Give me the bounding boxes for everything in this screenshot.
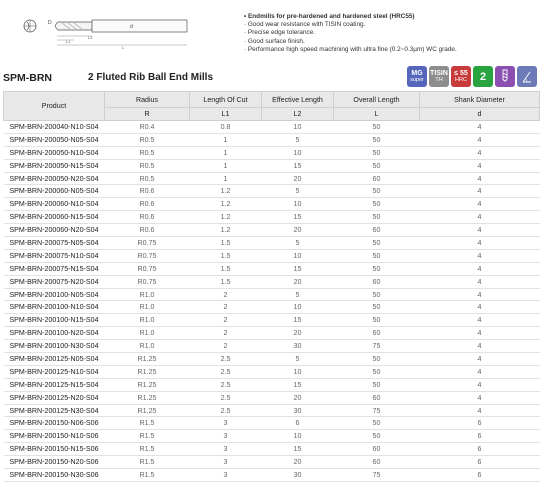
table-row [4,224,540,237]
effective-length-cell: 15 [262,211,334,224]
product-cell: SPM-BRN-200150-N30-S06 [4,469,105,482]
shank-diameter-cell: 4 [420,404,540,417]
overall-length-cell: 50 [334,159,420,172]
table-row [4,249,540,262]
product-cell: SPM-BRN-200050-N15-S04 [4,159,105,172]
radius-cell: R0.4 [105,121,190,134]
effective-length-cell: 15 [262,314,334,327]
effective-length-cell: 10 [262,146,334,159]
table-row [4,198,540,211]
table-row [4,365,540,378]
overall-length-cell: 60 [334,172,420,185]
radius-cell: R1.0 [105,340,190,353]
tisin-coating-badge: TISIN TH [429,66,449,87]
overall-length-cell: 60 [334,443,420,456]
overall-length-cell: 50 [334,353,420,366]
table-row [4,378,540,391]
overall-length-cell: 50 [334,146,420,159]
hrc-badge: ≤ 55 HRC [451,66,471,87]
shank-diameter-cell: 6 [420,469,540,482]
product-cell: SPM-BRN-200150-N06-S06 [4,417,105,430]
effective-length-cell: 5 [262,288,334,301]
effective-length-cell: 20 [262,391,334,404]
label-D: D [48,20,52,26]
label-L: L [122,45,125,50]
overall-length-cell: 50 [334,365,420,378]
end-mill-drawing [22,12,197,52]
radius-cell: R1.5 [105,417,190,430]
feature-heading: • Endmills for pre-hardened and hardened steel (HRC55) [244,13,415,20]
overall-length-cell: 50 [334,314,420,327]
effective-length-cell: 15 [262,443,334,456]
length-of-cut-cell: 1.2 [190,224,262,237]
shank-diameter-cell: 4 [420,391,540,404]
overall-length-cell: 50 [334,430,420,443]
radius-cell: R1.25 [105,353,190,366]
overall-length-cell: 60 [334,224,420,237]
radius-cell: R1.5 [105,430,190,443]
effective-length-cell: 20 [262,224,334,237]
radius-cell: R0.6 [105,224,190,237]
table-row [4,159,540,172]
radius-cell: R0.75 [105,275,190,288]
shank-diameter-cell: 4 [420,146,540,159]
product-cell: SPM-BRN-200125-N10-S04 [4,365,105,378]
table-row [4,146,540,159]
table-row [4,430,540,443]
product-cell: SPM-BRN-200150-N10-S06 [4,430,105,443]
effective-length-cell: 10 [262,301,334,314]
mg-super-badge: MG super [407,66,427,87]
table-header-row [4,92,540,108]
effective-length-cell: 30 [262,340,334,353]
length-of-cut-cell: 2.5 [190,404,262,417]
shank-diameter-cell: 4 [420,249,540,262]
overall-length-cell: 50 [334,249,420,262]
overall-length-cell: 50 [334,288,420,301]
overall-length-cell: 50 [334,133,420,146]
product-subtitle: 2 Fluted Rib Ball End Mills [88,72,214,83]
length-of-cut-cell: 1.5 [190,249,262,262]
shank-diameter-cell: 4 [420,340,540,353]
overall-length-cell: 50 [334,237,420,250]
product-cell: SPM-BRN-200060-N10-S04 [4,198,105,211]
table-row [4,469,540,482]
shank-diameter-cell: 6 [420,456,540,469]
effective-length-cell: 30 [262,469,334,482]
subheader-radius: R [105,108,190,121]
shank-diameter-cell: 4 [420,237,540,250]
radius-cell: R0.6 [105,185,190,198]
radius-cell: R0.75 [105,249,190,262]
length-of-cut-cell: 2 [190,327,262,340]
header-shank-diameter: Shank Diameter [420,92,540,108]
shank-diameter-cell: 4 [420,224,540,237]
table-row [4,314,540,327]
product-cell: SPM-BRN-200050-N20-S04 [4,172,105,185]
product-cell: SPM-BRN-200075-N20-S04 [4,275,105,288]
shank-diameter-cell: 4 [420,314,540,327]
radius-cell: R1.25 [105,391,190,404]
overall-length-cell: 75 [334,404,420,417]
table-row [4,133,540,146]
table-row [4,327,540,340]
shank-diameter-cell: 4 [420,121,540,134]
radius-cell: R0.6 [105,198,190,211]
product-cell: SPM-BRN-200100-N20-S04 [4,327,105,340]
radius-cell: R0.5 [105,133,190,146]
effective-length-cell: 10 [262,365,334,378]
table-row [4,391,540,404]
radius-cell: R0.6 [105,211,190,224]
radius-cell: R1.0 [105,301,190,314]
shank-diameter-cell: 4 [420,378,540,391]
product-title-row [0,66,543,90]
radius-cell: R1.5 [105,443,190,456]
effective-length-cell: 15 [262,262,334,275]
overall-length-cell: 50 [334,121,420,134]
length-of-cut-cell: 1.2 [190,185,262,198]
length-of-cut-cell: 0.8 [190,121,262,134]
length-of-cut-cell: 2.5 [190,391,262,404]
length-of-cut-cell: 1 [190,146,262,159]
length-of-cut-cell: 2 [190,314,262,327]
two-flute-badge: 2 [473,66,493,87]
feature-item: · Good surface finish. [244,37,305,45]
specification-table [3,91,540,482]
overall-length-cell: 50 [334,417,420,430]
radius-cell: R1.5 [105,456,190,469]
overall-length-cell: 60 [334,327,420,340]
shank-diameter-cell: 4 [420,198,540,211]
label-d: d [130,24,133,30]
effective-length-cell: 10 [262,121,334,134]
effective-length-cell: 20 [262,327,334,340]
product-cell: SPM-BRN-200125-N05-S04 [4,353,105,366]
product-cell: SPM-BRN-200125-N20-S04 [4,391,105,404]
product-cell: SPM-BRN-200040-N10-S04 [4,121,105,134]
radius-cell: R1.25 [105,365,190,378]
badge-row [407,66,537,87]
feature-item: · Good wear resistance with TISIN coating. [244,21,366,29]
overall-length-cell: 50 [334,211,420,224]
radius-cell: R0.5 [105,146,190,159]
label-L2: L2 [88,35,93,40]
effective-length-cell: 20 [262,172,334,185]
shank-diameter-cell: 4 [420,133,540,146]
table-row [4,172,540,185]
shank-diameter-cell: 4 [420,211,540,224]
subheader-overall-length: L [334,108,420,121]
product-cell: SPM-BRN-200100-N15-S04 [4,314,105,327]
radius-cell: R1.5 [105,469,190,482]
product-cell: SPM-BRN-200100-N05-S04 [4,288,105,301]
shank-diameter-cell: 4 [420,301,540,314]
subheader-effective-length: L2 [262,108,334,121]
feature-item: · Performance high speed machining with ultra fine (0.2~0.3µm) WC grade. [244,45,457,53]
overall-length-cell: 60 [334,275,420,288]
length-of-cut-cell: 1.2 [190,198,262,211]
overall-length-cell: 50 [334,301,420,314]
table-row [4,417,540,430]
length-of-cut-cell: 1.5 [190,237,262,250]
effective-length-cell: 30 [262,404,334,417]
length-of-cut-cell: 1 [190,133,262,146]
table-row [4,301,540,314]
effective-length-cell: 20 [262,456,334,469]
overall-length-cell: 75 [334,469,420,482]
effective-length-cell: 5 [262,185,334,198]
radius-cell: R0.75 [105,262,190,275]
shank-diameter-cell: 6 [420,430,540,443]
radius-cell: R0.75 [105,237,190,250]
product-cell: SPM-BRN-200150-N15-S06 [4,443,105,456]
product-cell: SPM-BRN-200075-N05-S04 [4,237,105,250]
length-of-cut-cell: 1 [190,172,262,185]
length-of-cut-cell: 3 [190,469,262,482]
product-cell: SPM-BRN-200150-N20-S06 [4,456,105,469]
header-product: Product [4,92,105,121]
shank-diameter-cell: 4 [420,159,540,172]
length-of-cut-cell: 1 [190,159,262,172]
table-row [4,121,540,134]
overall-length-cell: 60 [334,456,420,469]
radius-cell: R0.5 [105,159,190,172]
overall-length-cell: 50 [334,198,420,211]
effective-length-cell: 6 [262,417,334,430]
overall-length-cell: 50 [334,378,420,391]
flute-icon [495,66,515,87]
length-of-cut-cell: 3 [190,443,262,456]
length-of-cut-cell: 3 [190,430,262,443]
header-overall-length: Overall Length [334,92,420,108]
length-of-cut-cell: 2.5 [190,353,262,366]
label-L1: L1 [66,39,71,44]
product-code: SPM-BRN [3,72,52,84]
length-of-cut-cell: 1.2 [190,211,262,224]
table-row [4,456,540,469]
product-cell: SPM-BRN-200100-N10-S04 [4,301,105,314]
overall-length-cell: 75 [334,340,420,353]
effective-length-cell: 5 [262,353,334,366]
effective-length-cell: 10 [262,430,334,443]
shank-diameter-cell: 4 [420,327,540,340]
table-row [4,443,540,456]
table-row [4,237,540,250]
product-cell: SPM-BRN-200100-N30-S04 [4,340,105,353]
radius-cell: R1.0 [105,327,190,340]
effective-length-cell: 15 [262,159,334,172]
table-row [4,185,540,198]
length-of-cut-cell: 1.5 [190,275,262,288]
radius-cell: R1.0 [105,314,190,327]
product-cell: SPM-BRN-200125-N30-S04 [4,404,105,417]
radius-cell: R1.25 [105,378,190,391]
overall-length-cell: 60 [334,391,420,404]
shank-diameter-cell: 6 [420,417,540,430]
effective-length-cell: 5 [262,133,334,146]
table-row [4,340,540,353]
radius-cell: R1.25 [105,404,190,417]
product-cell: SPM-BRN-200050-N10-S04 [4,146,105,159]
effective-length-cell: 5 [262,237,334,250]
shank-diameter-cell: 4 [420,172,540,185]
radius-cell: R1.0 [105,288,190,301]
overall-length-cell: 50 [334,185,420,198]
header-length-of-cut: Length Of Cut [190,92,262,108]
product-cell: SPM-BRN-200050-N05-S04 [4,133,105,146]
length-of-cut-cell: 2 [190,288,262,301]
table-row [4,353,540,366]
effective-length-cell: 10 [262,249,334,262]
shank-diameter-cell: 4 [420,353,540,366]
table-row [4,262,540,275]
effective-length-cell: 20 [262,275,334,288]
effective-length-cell: 10 [262,198,334,211]
feature-item: · Precise edge tolerance. [244,29,316,37]
shank-diameter-cell: 4 [420,275,540,288]
subheader-shank-diameter: d [420,108,540,121]
feature-list [244,13,539,54]
table-row [4,275,540,288]
length-of-cut-cell: 3 [190,456,262,469]
effective-length-cell: 15 [262,378,334,391]
overall-length-cell: 50 [334,262,420,275]
product-cell: SPM-BRN-200060-N15-S04 [4,211,105,224]
subheader-length-of-cut: L1 [190,108,262,121]
shank-diameter-cell: 4 [420,185,540,198]
length-of-cut-cell: 2.5 [190,378,262,391]
header-effective-length: Effective Length [262,92,334,108]
table-row [4,288,540,301]
table-row [4,404,540,417]
radius-cell: R0.5 [105,172,190,185]
helix-angle-icon [517,66,537,87]
shank-diameter-cell: 4 [420,288,540,301]
table-row [4,211,540,224]
shank-diameter-cell: 4 [420,262,540,275]
shank-diameter-cell: 6 [420,443,540,456]
length-of-cut-cell: 3 [190,417,262,430]
length-of-cut-cell: 2.5 [190,365,262,378]
product-cell: SPM-BRN-200060-N20-S04 [4,224,105,237]
product-cell: SPM-BRN-200075-N15-S04 [4,262,105,275]
length-of-cut-cell: 2 [190,340,262,353]
length-of-cut-cell: 2 [190,301,262,314]
length-of-cut-cell: 1.5 [190,262,262,275]
product-cell: SPM-BRN-200075-N10-S04 [4,249,105,262]
product-cell: SPM-BRN-200125-N15-S04 [4,378,105,391]
product-cell: SPM-BRN-200060-N05-S04 [4,185,105,198]
shank-diameter-cell: 4 [420,365,540,378]
header-radius: Radius [105,92,190,108]
